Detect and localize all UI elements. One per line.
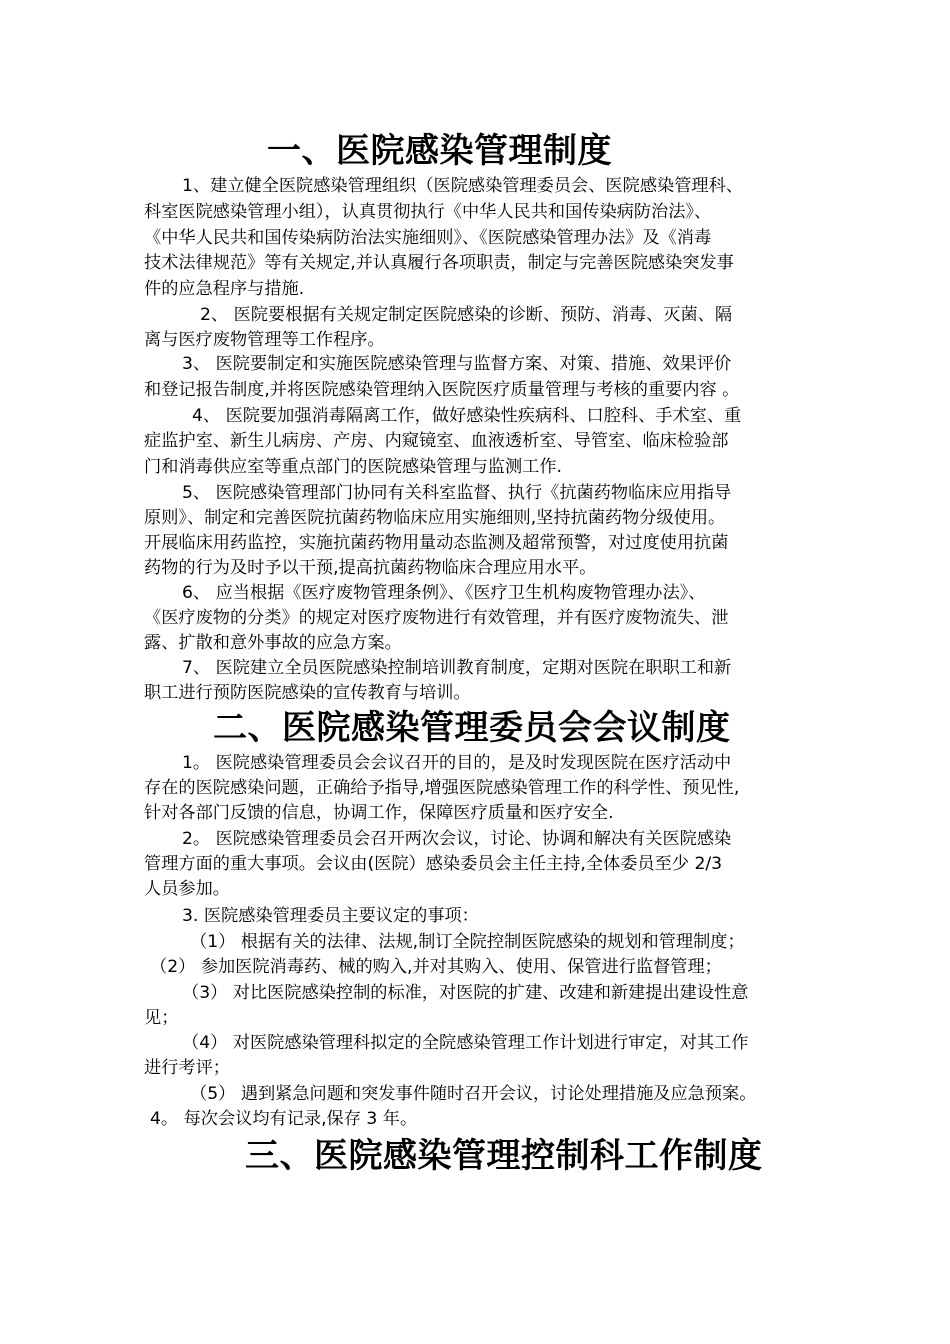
paragraph-line: 离与医疗废物管理等工作程序。 (144, 330, 385, 350)
paragraph-line: 开展临床用药监控，实施抗菌药物用量动态监测及超常预警，对过度使用抗菌 (144, 533, 729, 553)
paragraph-line: 门和消毒供应室等重点部门的医院感染管理与监测工作. (144, 457, 562, 477)
paragraph-line: 进行考评； (144, 1058, 230, 1078)
paragraph-line: 职工进行预防医院感染的宣传教育与培训。 (144, 683, 471, 703)
paragraph-line: 3、 医院要制定和实施医院感染管理与监督方案、对策、措施、效果评价 (182, 354, 732, 374)
paragraph-line: （1） 根据有关的法律、法规,制订全院控制医院感染的规划和管理制度； (190, 932, 745, 952)
paragraph-line: 见； (144, 1008, 179, 1028)
paragraph-line: 技术法律规范》等有关规定,并认真履行各项职责，制定与完善医院感染突发事 (144, 253, 734, 273)
paragraph-line: 6、 应当根据《医疗废物管理条例》、《医疗卫生机构废物管理办法》、 (182, 583, 706, 603)
paragraph-line: 针对各部门反馈的信息，协调工作，保障医疗质量和医疗安全. (144, 803, 614, 823)
paragraph-line: 2。 医院感染管理委员会召开两次会议，讨论、协调和解决有关医院感染 (182, 829, 732, 849)
section-2-title: 二、医院感染管理委员会会议制度 (213, 708, 731, 748)
paragraph-line: 件的应急程序与措施. (144, 279, 305, 299)
paragraph-line: （4） 对医院感染管理科拟定的全院感染管理工作计划进行审定，对其工作 (182, 1033, 749, 1053)
paragraph-line: 《医疗废物的分类》的规定对医疗废物进行有效管理，并有医疗废物流失、泄 (144, 608, 729, 628)
paragraph-line: 症监护室、新生儿病房、产房、内窥镜室、血液透析室、导管室、临床检验部 (144, 431, 729, 451)
paragraph-line: 原则》、制定和完善医院抗菌药物临床应用实施细则,坚持抗菌药物分级使用。 (144, 508, 726, 528)
paragraph-line: 存在的医院感染问题，正确给予指导,增强医院感染管理工作的科学性、预见性, (144, 778, 740, 798)
paragraph-line: 科室医院感染管理小组），认真贯彻执行《中华人民共和国传染病防治法》、 (144, 202, 712, 222)
paragraph-line: 5、 医院感染管理部门协同有关科室监督、执行《抗菌药物临床应用指导 (182, 483, 732, 503)
paragraph-line: 《中华人民共和国传染病防治法实施细则》、《医院感染管理办法》及《消毒 (144, 228, 712, 248)
section-1-title: 一、医院感染管理制度 (267, 131, 612, 171)
paragraph-line: 药物的行为及时予以干预,提高抗菌药物临床合理应用水平。 (144, 558, 597, 578)
paragraph-line: （5） 遇到紧急问题和突发事件随时召开会议，讨论处理措施及应急预案。 (190, 1084, 757, 1104)
paragraph-line: 7、 医院建立全员医院感染控制培训教育制度，定期对医院在职职工和新 (182, 658, 732, 678)
paragraph-line: 2、 医院要根据有关规定制定医院感染的诊断、预防、消毒、灭菌、隔 (200, 305, 733, 325)
paragraph-line: 人员参加。 (144, 879, 230, 899)
paragraph-line: 1、建立健全医院感染管理组织（医院感染管理委员会、医院感染管理科、 (182, 176, 743, 196)
section-3-title: 三、医院感染管理控制科工作制度 (245, 1136, 763, 1176)
paragraph-line: 1。 医院感染管理委员会会议召开的目的，是及时发现医院在医疗活动中 (182, 753, 732, 773)
paragraph-line: 4。 每次会议均有记录,保存 3 年。 (150, 1109, 418, 1129)
paragraph-line: 管理方面的重大事项。会议由(医院）感染委员会主任主持,全体委员至少 2/3 (144, 854, 723, 874)
paragraph-line: 和登记报告制度,并将医院感染管理纳入医院医疗质量管理与考核的重要内容 。 (144, 380, 740, 400)
paragraph-line: （3） 对比医院感染控制的标准，对医院的扩建、改建和新建提出建设性意 (182, 983, 749, 1003)
paragraph-line: （2） 参加医院消毒药、械的购入,并对其购入、使用、保管进行监督管理； (150, 957, 722, 977)
paragraph-line: 3. 医院感染管理委员主要议定的事项： (182, 906, 479, 926)
paragraph-line: 露、扩散和意外事故的应急方案。 (144, 633, 402, 653)
paragraph-line: 4、 医院要加强消毒隔离工作，做好感染性疾病科、口腔科、手术室、重 (192, 406, 742, 426)
